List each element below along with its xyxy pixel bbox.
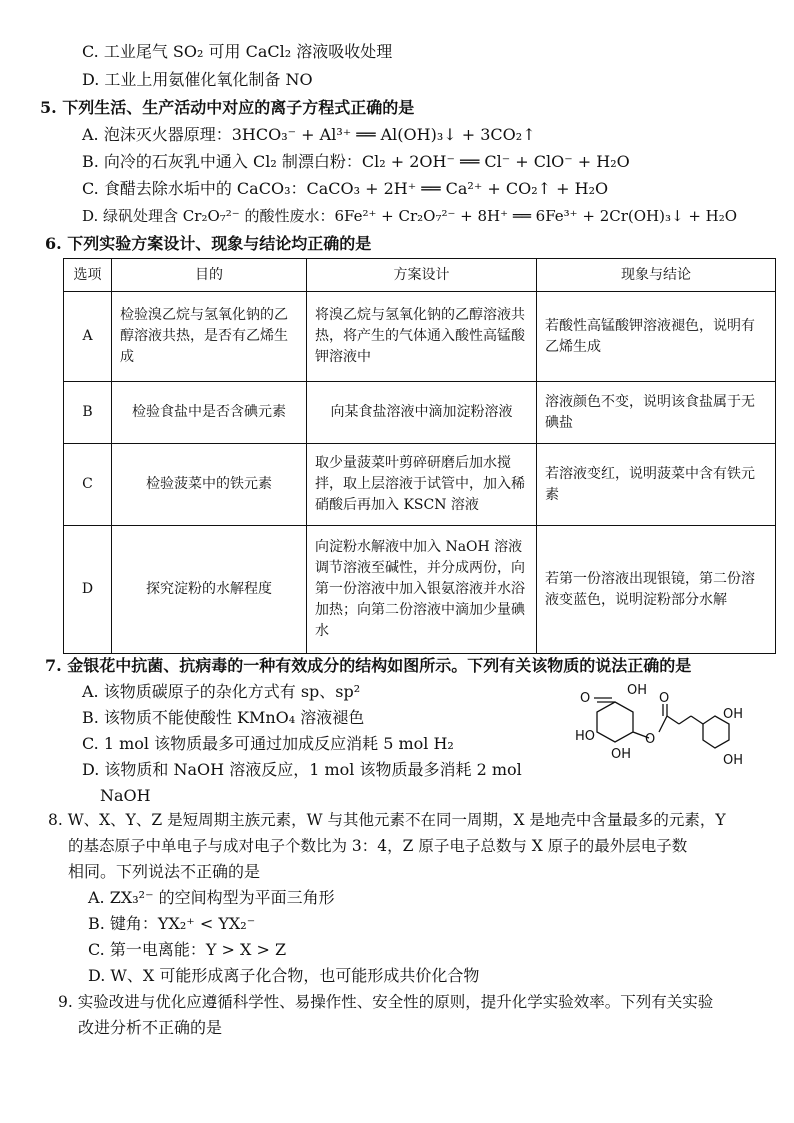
table-cell: 检验溴乙烷与氢氧化钠的乙醇溶液共热，是否有乙烯生成: [112, 292, 307, 382]
table-header-row: [64, 259, 776, 292]
table-cell: 探究淀粉的水解程度: [112, 526, 307, 654]
option-text: D. 该物质和 NaOH 溶液反应，1 mol 该物质最多消耗 2 mol: [82, 760, 522, 779]
option-text: B. 键角：YX₂⁺ < YX₂⁻: [88, 914, 256, 933]
table-header: 方案设计: [307, 259, 537, 292]
option-text: D. 工业上用氨催化氧化制备 NO: [82, 70, 313, 89]
table-cell: A: [64, 292, 112, 382]
oxygen-label: O: [645, 732, 656, 747]
question-9-stem: 改进分析不正确的是: [78, 1018, 223, 1037]
table-cell: 向某食盐溶液中滴加淀粉溶液: [307, 382, 537, 444]
option-text: NaOH: [100, 786, 151, 805]
option-text: D. W、X 可能形成离子化合物，也可能形成共价化合物: [88, 966, 480, 985]
table-cell: 若溶液变红，说明菠菜中含有铁元素: [537, 444, 776, 526]
molecule-structure-diagram: [575, 680, 765, 770]
table-row: [64, 444, 776, 526]
table-cell: 向淀粉水解液中加入 NaOH 溶液调节溶液至碱性，并分成两份，向第一份溶液中加入银氨溶液并水浴加热；向第二份溶液中滴加少量碘水: [307, 526, 537, 654]
option-text: A. ZX₃²⁻ 的空间构型为平面三角形: [88, 888, 335, 907]
table-cell: 取少量菠菜叶剪碎研磨后加水搅拌，取上层溶液于试管中，加入稀硝酸后再加入 KSCN 溶液: [307, 444, 537, 526]
question-7-stem: 7. 金银花中抗菌、抗病毒的一种有效成分的结构如图所示。下列有关该物质的说法正确的是: [45, 656, 692, 675]
oxygen-label: O: [659, 691, 670, 706]
oxygen-label: O: [580, 691, 591, 706]
question-8-stem: 的基态原子中单电子与成对电子个数比为 3：4，Z 原子电子总数与 X 原子的最外层电子数: [68, 837, 688, 855]
table-cell: 溶液颜色不变，说明该食盐属于无碘盐: [537, 382, 776, 444]
table-cell: 检验食盐中是否含碘元素: [112, 382, 307, 444]
table-row: [64, 526, 776, 654]
hydroxyl-label: OH: [611, 747, 632, 762]
table-cell: 将溴乙烷与氢氧化钠的乙醇溶液共热，将产生的气体通入酸性高锰酸钾溶液中: [307, 292, 537, 382]
hydroxyl-label: HO: [575, 729, 596, 744]
table-cell: C: [64, 444, 112, 526]
table-cell: 若第一份溶液出现银镜，第二份溶液变蓝色，说明淀粉部分水解: [537, 526, 776, 654]
question-5-stem: 5. 下列生活、生产活动中对应的离子方程式正确的是: [40, 98, 415, 117]
option-text: B. 该物质不能使酸性 KMnO₄ 溶液褪色: [82, 708, 365, 727]
option-text: C. 1 mol 该物质最多可通过加成反应消耗 5 mol H₂: [82, 734, 454, 753]
option-text: A. 泡沫灭火器原理：3HCO₃⁻ + Al³⁺ ══ Al(OH)₃↓ + 3CO₂↑: [82, 125, 536, 144]
option-text: C. 食醋去除水垢中的 CaCO₃：CaCO₃ + 2H⁺ ══ Ca²⁺ + CO₂↑ + H₂O: [82, 179, 609, 198]
option-text: C. 第一电离能：Y > X > Z: [88, 940, 287, 959]
table-cell: B: [64, 382, 112, 444]
option-text: A. 该物质碳原子的杂化方式有 sp、sp²: [82, 682, 361, 701]
question-8-stem: 相同。下列说法不正确的是: [68, 862, 261, 881]
question-9-stem: 9. 实验改进与优化应遵循科学性、易操作性、安全性的原则，提升化学实验效率。下列有关实验: [58, 993, 714, 1011]
option-text: B. 向冷的石灰乳中通入 Cl₂ 制漂白粉：Cl₂ + 2OH⁻ ══ Cl⁻ + ClO⁻ + H₂O: [82, 152, 630, 171]
table-cell: 检验菠菜中的铁元素: [112, 444, 307, 526]
question-8-stem: 8. W、X、Y、Z 是短周期主族元素，W 与其他元素不在同一周期，X 是地壳中含量最多的元素，Y: [48, 811, 726, 829]
table-cell: D: [64, 526, 112, 654]
hydroxyl-label: OH: [627, 683, 648, 698]
table-row: [64, 382, 776, 444]
question-6-stem: 6. 下列实验方案设计、现象与结论均正确的是: [45, 234, 372, 253]
table-header: 现象与结论: [537, 259, 776, 292]
option-text: D. 绿矾处理含 Cr₂O₇²⁻ 的酸性废水：6Fe²⁺ + Cr₂O₇²⁻ + 8H⁺ ══ 6Fe³⁺ + 2Cr(OH)₃↓ + H₂O: [82, 207, 738, 225]
table-row: [64, 292, 776, 382]
hydroxyl-label: OH: [723, 707, 744, 722]
table-cell: 若酸性高锰酸钾溶液褪色，说明有乙烯生成: [537, 292, 776, 382]
table-header: 选项: [64, 259, 112, 292]
hydroxyl-label: OH: [723, 753, 744, 768]
option-text: C. 工业尾气 SO₂ 可用 CaCl₂ 溶液吸收处理: [82, 42, 393, 61]
table-header: 目的: [112, 259, 307, 292]
experiment-table: [63, 258, 776, 654]
